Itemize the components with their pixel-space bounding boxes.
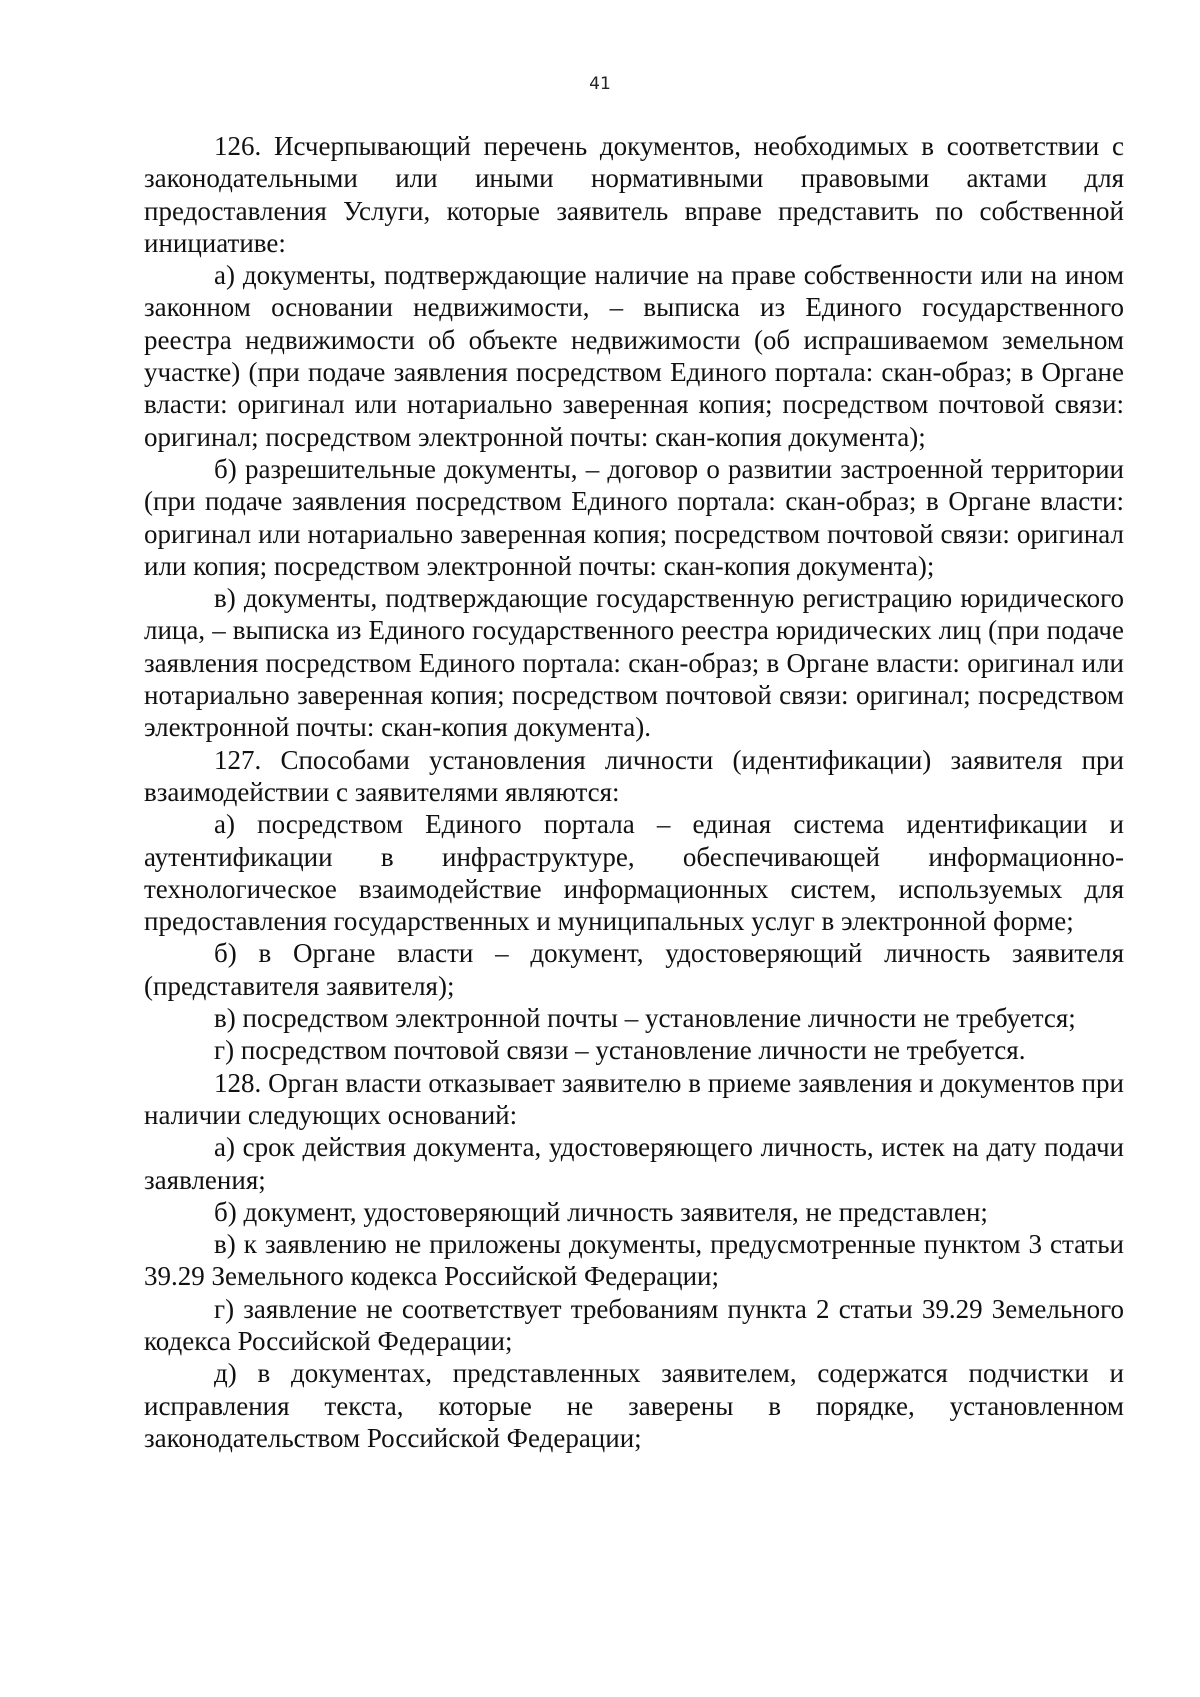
paragraph-126-item-v: в) документы, подтверждающие государственную регистрацию юридического лица, – выписка из Единого государственного реестра юридических лиц (при подаче заявления посредством Единого портала: скан-образ; в Органе власти: оригинал или нотариально заверенная копия; посредством почтовой связи: оригинал; посредством электронной почты: скан-копия документа). xyxy=(144,583,1124,743)
paragraph-126-item-b: б) разрешительные документы, – договор о развитии застроенной территории (при подаче заявления посредством Единого портала: скан-образ; в Органе власти: оригинал или нотариально заверенная копия; посредством почтовой связи: оригинал или копия; посредством электронной почты: скан-копия документа); xyxy=(144,453,1124,581)
paragraph-127-intro: 127. Способами установления личности (идентификации) заявителя при взаимодействии с заявителями являются: xyxy=(144,744,1124,807)
paragraph-128-intro: 128. Орган власти отказывает заявителю в приеме заявления и документов при наличии следующих оснований: xyxy=(144,1067,1124,1130)
paragraph-128-item-a: а) срок действия документа, удостоверяющего личность, истек на дату подачи заявления; xyxy=(144,1132,1124,1195)
paragraph-128-item-d: д) в документах, представленных заявителем, содержатся подчистки и исправления текста, которые не заверены в порядке, установленном законодательством Российской Федерации; xyxy=(144,1358,1124,1453)
page-number: 41 xyxy=(589,74,611,94)
paragraph-126-intro: 126. Исчерпывающий перечень документов, необходимых в соответствии с законодательными или иными нормативными правовыми актами для предоставления Услуги, которые заявитель вправе представить по собственной инициативе: xyxy=(144,131,1124,258)
paragraph-128-item-g: г) заявление не соответствует требованиям пункта 2 статьи 39.29 Земельного кодекса Российской Федерации; xyxy=(144,1293,1124,1356)
paragraph-127-item-g: г) посредством почтовой связи – установление личности не требуется. xyxy=(214,1035,1026,1066)
paragraph-128-item-v: в) к заявлению не приложены документы, предусмотренные пунктом 3 статьи 39.29 Земельного кодекса Российской Федерации; xyxy=(144,1229,1124,1292)
document-body xyxy=(144,130,1124,1454)
paragraph-126-item-a: а) документы, подтверждающие наличие на праве собственности или на ином законном основании недвижимости, – выписка из Единого государственного реестра недвижимости об объекте недвижимости (об испрашиваемом земельном участке) (при подаче заявления посредством Единого портала: скан-образ; в Органе власти: оригинал или нотариально заверенная копия; посредством почтовой связи: оригинал; посредством электронной почты: скан-копия документа); xyxy=(144,260,1124,452)
paragraph-127-item-v: в) посредством электронной почты – установление личности не требуется; xyxy=(214,1003,1076,1034)
paragraph-128-item-b: б) документ, удостоверяющий личность заявителя, не представлен; xyxy=(214,1196,988,1227)
paragraph-127-item-a: а) посредством Единого портала – единая система идентификации и аутентификации в инфраструктуре, обеспечивающей информационно-технологическое взаимодействие информационных систем, используемых для предоставления государственных и муниципальных услуг в электронной форме; xyxy=(144,809,1124,937)
paragraph-127-item-b: б) в Органе власти – документ, удостоверяющий личность заявителя (представителя заявителя); xyxy=(144,938,1124,1001)
